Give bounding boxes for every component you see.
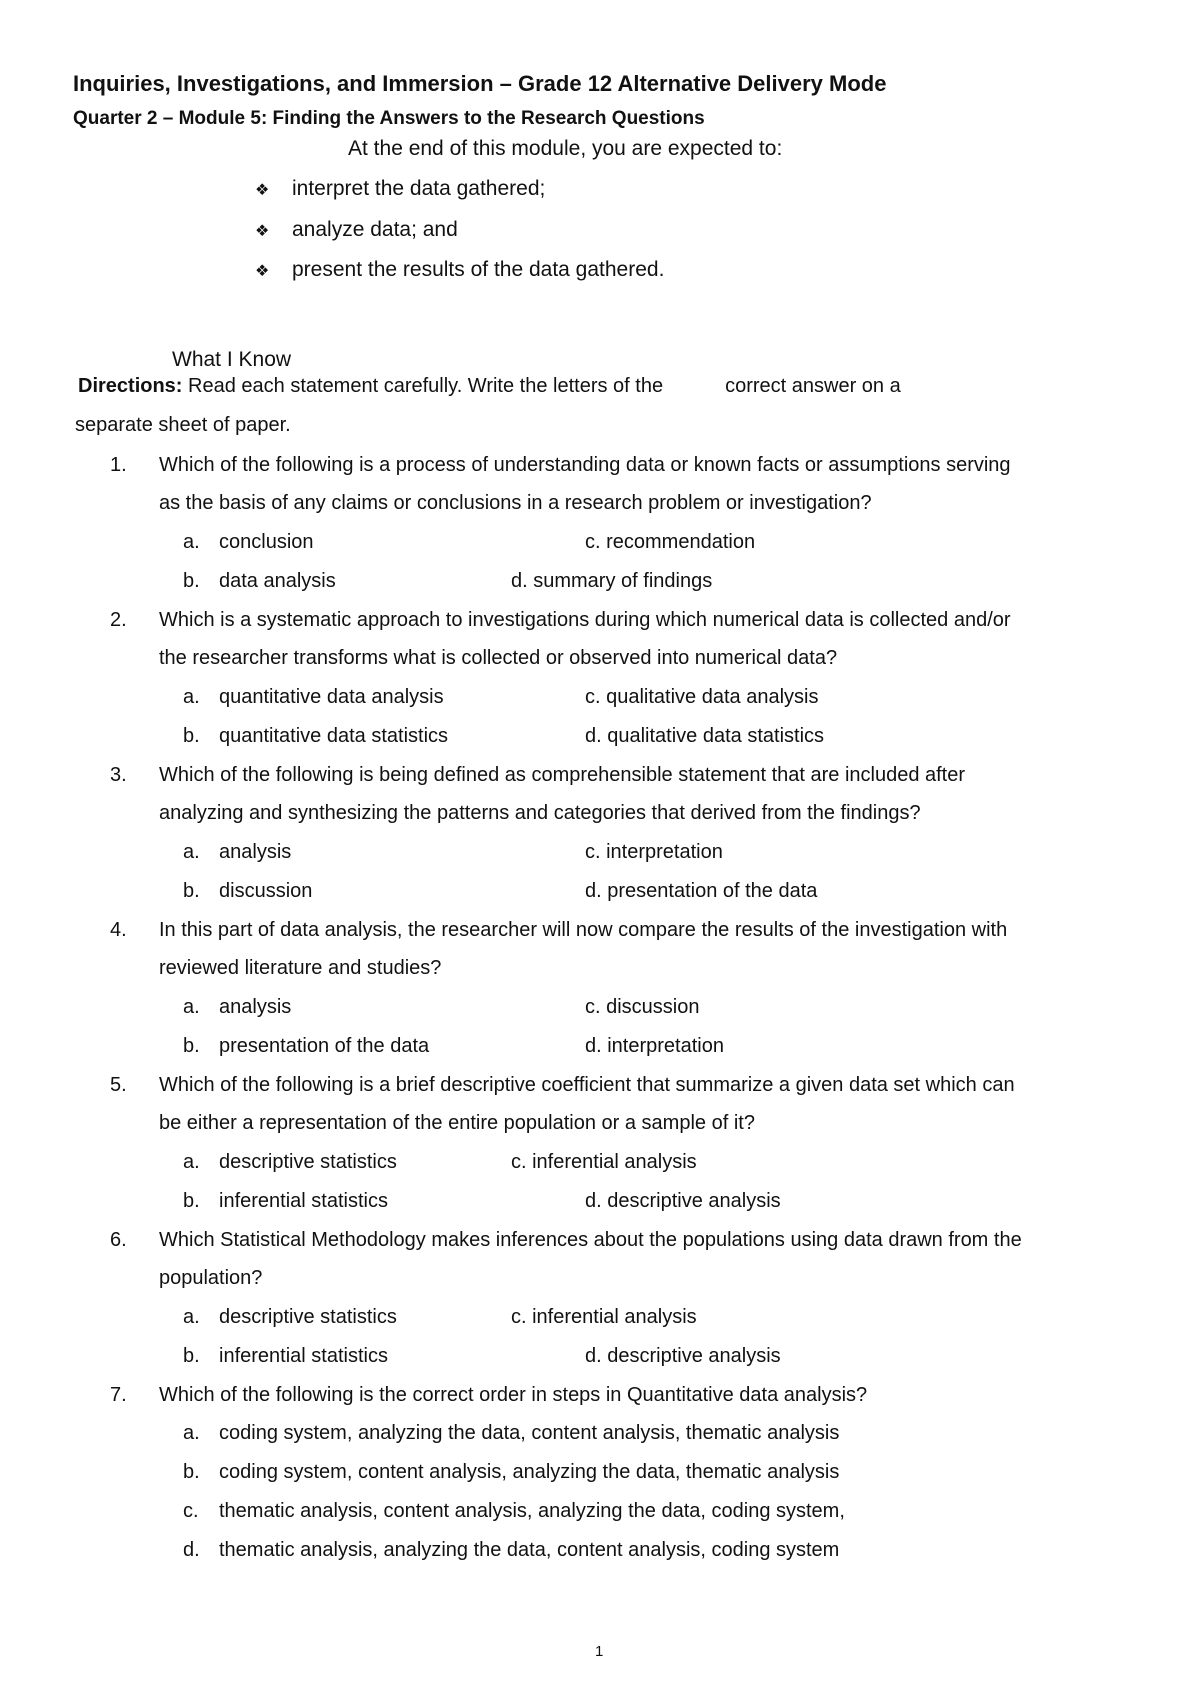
- question-number: 3.: [110, 764, 127, 786]
- objectives-intro: At the end of this module, you are expected to:: [348, 137, 783, 160]
- option-c: c. discussion: [585, 996, 700, 1018]
- option-c: c. thematic analysis, content analysis, analyzing the data, coding system,: [183, 1500, 845, 1522]
- option-b: b. data analysis: [183, 570, 336, 592]
- question-text: Which of the following is the correct order in steps in Quantitative data analysis?: [159, 1384, 868, 1406]
- question-text: Which is a systematic approach to investigations during which numerical data is collected and/or: [159, 609, 1011, 631]
- option-c: c. interpretation: [585, 841, 723, 863]
- option-b: b. discussion: [183, 880, 313, 902]
- question-text: the researcher transforms what is collected or observed into numerical data?: [159, 647, 838, 669]
- option-a: a. quantitative data analysis: [183, 686, 444, 708]
- question-number: 6.: [110, 1229, 127, 1251]
- option-c: c. inferential analysis: [511, 1306, 697, 1328]
- question-number: 4.: [110, 919, 127, 941]
- option-d: d. descriptive analysis: [585, 1345, 781, 1367]
- question-number: 1.: [110, 454, 127, 476]
- option-b: b. inferential statistics: [183, 1190, 388, 1212]
- option-c: c. inferential analysis: [511, 1151, 697, 1173]
- document-title: Inquiries, Investigations, and Immersion – Grade 12 Alternative Delivery Mode: [73, 71, 887, 96]
- objective-item: ❖ present the results of the data gathered.: [255, 258, 665, 281]
- option-d: d. summary of findings: [511, 570, 713, 592]
- question-number: 2.: [110, 609, 127, 631]
- directions-text: Read each statement carefully. Write the letters of the: [188, 375, 664, 397]
- module-subtitle: Quarter 2 – Module 5: Finding the Answers to the Research Questions: [73, 108, 705, 129]
- question-text: Which Statistical Methodology makes inferences about the populations using data drawn from the: [159, 1229, 1022, 1251]
- option-c: c. recommendation: [585, 531, 756, 553]
- question-text: be either a representation of the entire population or a sample of it?: [159, 1112, 755, 1134]
- question-text: Which of the following is a process of understanding data or known facts or assumptions serving: [159, 454, 1011, 476]
- page-number: 1: [595, 1643, 604, 1660]
- objective-item: ❖ analyze data; and: [255, 218, 458, 241]
- option-a: a. analysis: [183, 841, 292, 863]
- question-text: Which of the following is a brief descriptive coefficient that summarize a given data set which can: [159, 1074, 1015, 1096]
- option-b: b. quantitative data statistics: [183, 725, 449, 747]
- question-number: 5.: [110, 1074, 127, 1096]
- option-b: b. presentation of the data: [183, 1035, 430, 1057]
- question-text: population?: [159, 1267, 263, 1289]
- option-a: a. descriptive statistics: [183, 1306, 397, 1328]
- directions-label: Directions:: [78, 375, 183, 397]
- question-text: analyzing and synthesizing the patterns and categories that derived from the findings?: [159, 802, 921, 824]
- option-b: b. inferential statistics: [183, 1345, 388, 1367]
- directions-text-line2: separate sheet of paper.: [75, 414, 291, 436]
- question-text: reviewed literature and studies?: [159, 957, 442, 979]
- option-b: b. coding system, content analysis, analyzing the data, thematic analysis: [183, 1461, 840, 1483]
- diamond-bullet-icon: ❖: [255, 182, 270, 199]
- directions-text-cont: correct answer on a: [725, 375, 901, 397]
- option-d: d. thematic analysis, analyzing the data, content analysis, coding system: [183, 1539, 840, 1561]
- option-d: d. presentation of the data: [585, 880, 818, 902]
- objective-item: ❖ interpret the data gathered;: [255, 177, 546, 200]
- question-text: Which of the following is being defined as comprehensible statement that are included after: [159, 764, 966, 786]
- option-a: a. analysis: [183, 996, 292, 1018]
- option-c: c. qualitative data analysis: [585, 686, 819, 708]
- question-number: 7.: [110, 1384, 127, 1406]
- option-d: d. interpretation: [585, 1035, 724, 1057]
- question-text: In this part of data analysis, the researcher will now compare the results of the investigation with: [159, 919, 1008, 941]
- diamond-bullet-icon: ❖: [255, 223, 270, 240]
- question-text: as the basis of any claims or conclusions in a research problem or investigation?: [159, 492, 872, 514]
- diamond-bullet-icon: ❖: [255, 263, 270, 280]
- section-title: What I Know: [172, 348, 292, 371]
- option-a: a. conclusion: [183, 531, 314, 553]
- option-a: a. descriptive statistics: [183, 1151, 397, 1173]
- option-d: d. qualitative data statistics: [585, 725, 825, 747]
- directions: [78, 375, 901, 398]
- option-d: d. descriptive analysis: [585, 1190, 781, 1212]
- option-a: a. coding system, analyzing the data, content analysis, thematic analysis: [183, 1422, 840, 1444]
